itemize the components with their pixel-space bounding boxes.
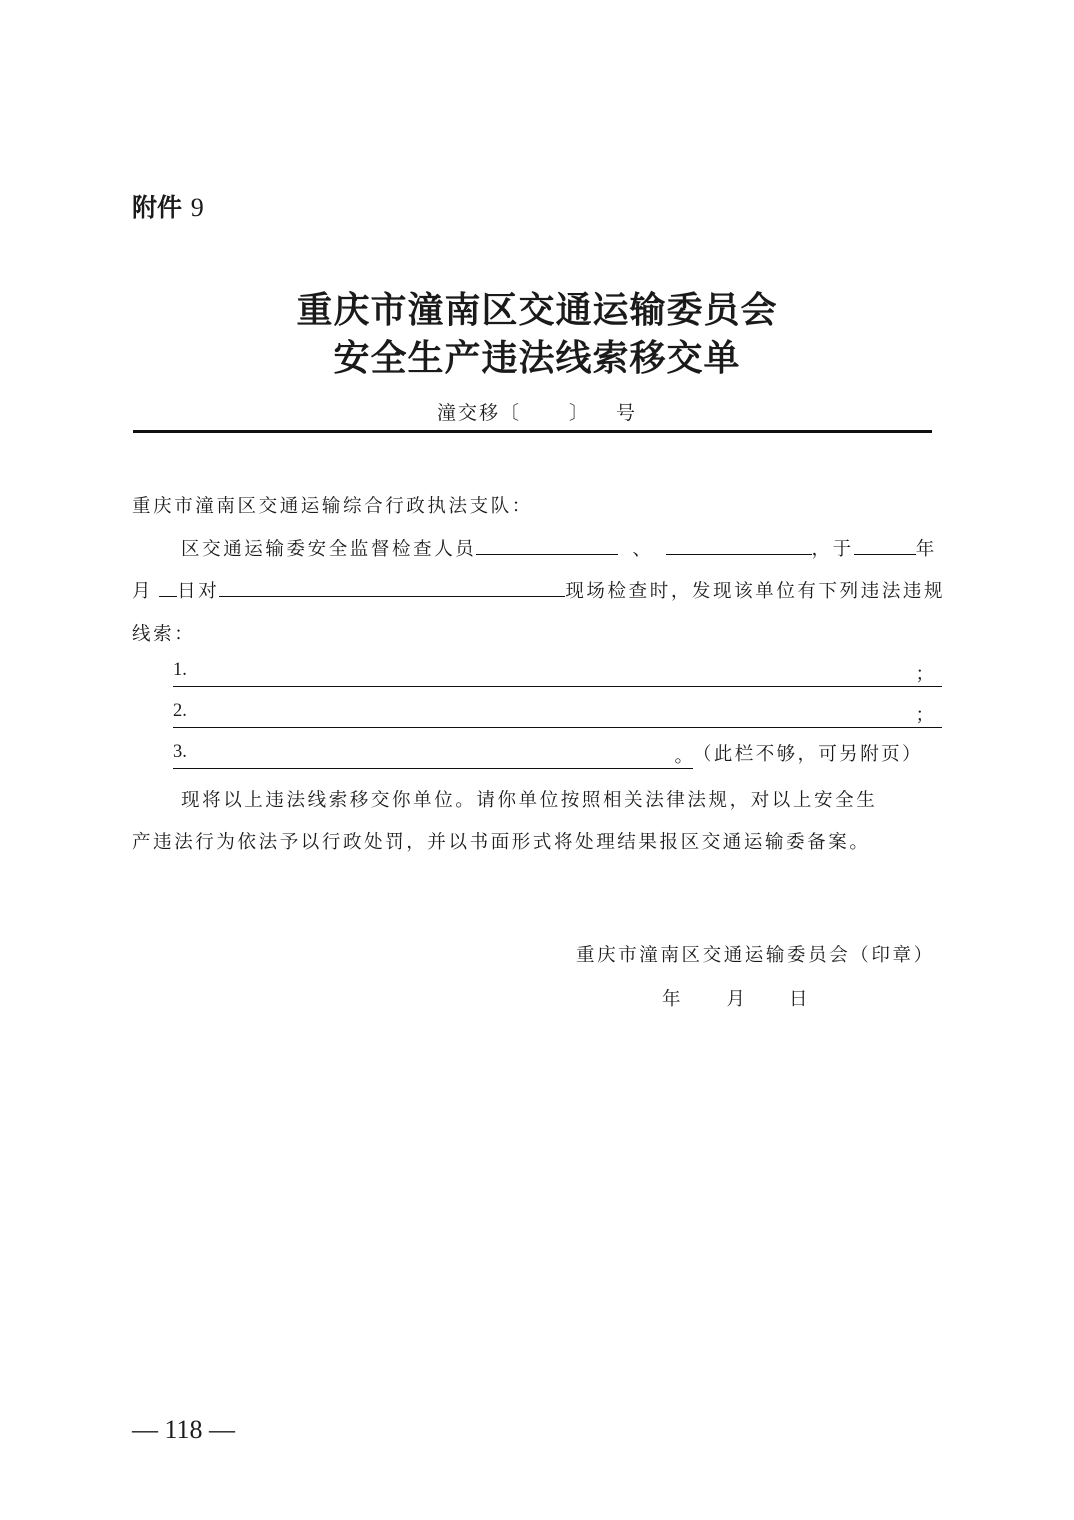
clue-item-number: 2. — [173, 701, 187, 721]
clue-item-number: 1. — [173, 660, 187, 680]
closing-line-1: 现将以上违法线索移交你单位。请你单位按照相关法律法规，对以上安全生 — [181, 790, 878, 811]
document-title-line2: 安全生产违法线索移交单 — [333, 338, 741, 379]
inspector-name-blank-1[interactable] — [476, 536, 618, 555]
page-number: — 118 — — [132, 1415, 236, 1444]
doc-number-prefix: 潼交移〔 — [436, 402, 521, 424]
attachment-number: 9 — [190, 193, 204, 222]
signature-org: 重庆市潼南区交通运输委员会（印章） — [576, 945, 935, 966]
attachment-label-text: 附件 — [132, 193, 183, 222]
addressee: 重庆市潼南区交通运输综合行政执法支队： — [132, 496, 533, 517]
clue-item-end: ； — [915, 664, 934, 685]
clue-item-3-blank[interactable] — [173, 742, 693, 769]
day-text: 日对 — [177, 581, 220, 602]
day-blank[interactable] — [159, 578, 177, 597]
clue-item-number: 3. — [173, 742, 187, 762]
attachment-label — [132, 188, 204, 224]
unit-blank[interactable] — [219, 578, 565, 597]
month-text: 月 — [132, 581, 154, 602]
title-divider — [133, 430, 932, 433]
signature-day: 日 — [789, 989, 808, 1010]
clue-item-1[interactable] — [173, 660, 942, 687]
inspector-name-blank-2[interactable] — [666, 536, 812, 555]
doc-number-suffix: 号 — [616, 402, 638, 424]
doc-number-close: 〕 — [568, 402, 590, 424]
signature-month: 月 — [726, 989, 746, 1010]
year-blank[interactable] — [854, 536, 916, 555]
signature-year: 年 — [662, 989, 681, 1010]
on-date-text: ，于 — [811, 539, 854, 560]
year-text: 年 — [915, 539, 937, 560]
paragraph-line-2 — [132, 577, 945, 603]
extra-page-note: （此栏不够，可另附页） — [693, 744, 923, 765]
clue-item-3 — [173, 742, 923, 769]
clue-item-2[interactable] — [173, 701, 942, 728]
inspector-text: 区交通运输委安全监督检查人员 — [181, 539, 477, 560]
paragraph-line-3: 线索： — [132, 624, 196, 645]
closing-line-2: 产违法行为依法予以行政处罚，并以书面形式将处理结果报区交通运输委备案。 — [132, 832, 871, 853]
separator: 、 — [632, 539, 654, 560]
inspection-text: 现场检查时，发现该单位有下列违法违规 — [565, 581, 946, 602]
paragraph-line-1 — [181, 535, 937, 561]
clue-item-end: 。 — [674, 746, 693, 767]
document-number — [0, 398, 1074, 425]
clue-item-end: ； — [915, 705, 934, 726]
signature-date — [662, 985, 808, 1011]
document-title-line1: 重庆市潼南区交通运输委员会 — [296, 290, 778, 331]
